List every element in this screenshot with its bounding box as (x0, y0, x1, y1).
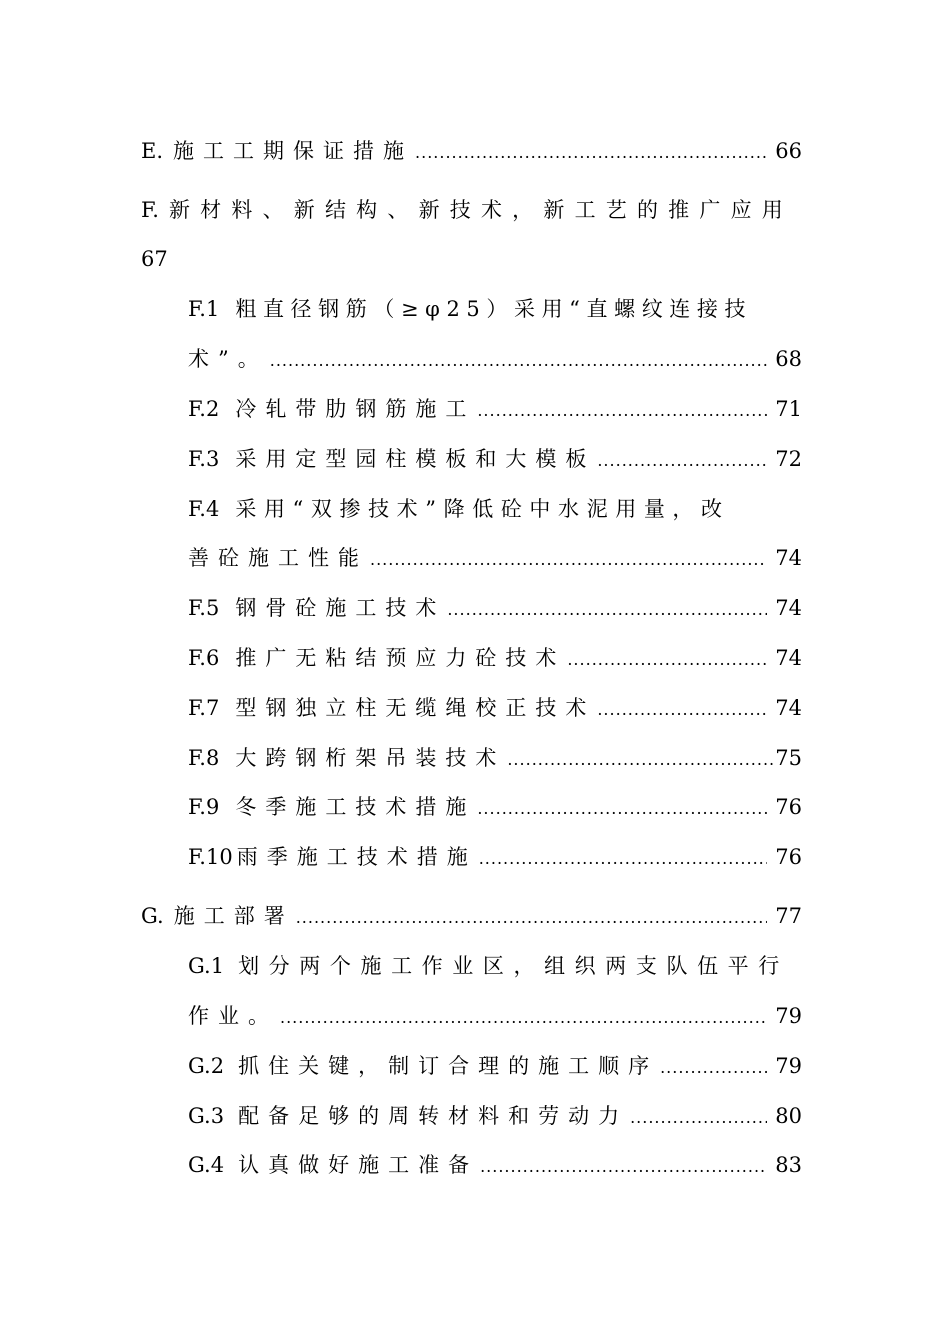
toc-dot-leader (477, 792, 767, 826)
toc-entry-e[interactable] (141, 134, 802, 168)
toc-entry-g4[interactable] (188, 1148, 802, 1182)
toc-entry-f8[interactable] (188, 741, 802, 775)
toc-entry-page: 80 (775, 1104, 802, 1128)
toc-entry-f10[interactable] (188, 840, 802, 874)
toc-entry-label: G. (141, 904, 164, 928)
toc-entry-page: 68 (775, 347, 802, 371)
toc-entry-title: 钢骨砼施工技术 (235, 596, 446, 620)
toc-entry-page: 67 (141, 247, 168, 271)
toc-dot-leader (280, 1001, 767, 1035)
toc-dot-leader (479, 842, 768, 876)
toc-dot-leader (270, 344, 768, 378)
toc-dot-leader (567, 643, 767, 677)
toc-entry-label: F.7 (188, 696, 220, 720)
toc-dot-leader (296, 901, 768, 935)
toc-entry-label: F.2 (188, 397, 220, 421)
toc-entry-page: 74 (775, 646, 802, 670)
toc-dot-leader (447, 593, 767, 627)
toc-entry-label: F.10 (188, 845, 233, 869)
toc-dot-leader (597, 693, 767, 727)
toc-entry-g3[interactable] (188, 1099, 802, 1133)
toc-entry-page: 71 (775, 397, 802, 421)
toc-entry-f1[interactable] (188, 292, 802, 326)
toc-entry-title: 施工部署 (173, 904, 294, 928)
toc-dot-leader (477, 394, 767, 428)
toc-entry-page: 74 (775, 596, 802, 620)
toc-entry-label: F.8 (188, 746, 220, 770)
toc-entry-f[interactable] (141, 193, 802, 227)
toc-entry-title: 采用“双掺技术”降低砼中水泥用量，改 (235, 497, 730, 521)
toc-entry-label: F.6 (188, 646, 220, 670)
toc-dot-leader (630, 1101, 767, 1135)
toc-dot-leader (370, 543, 767, 577)
toc-entry-f7[interactable] (188, 691, 802, 725)
toc-entry-label: F.9 (188, 795, 220, 819)
toc-entry-f9[interactable] (188, 790, 802, 824)
toc-entry-label: G.4 (188, 1153, 225, 1177)
toc-entry-g1-cont[interactable] (188, 999, 802, 1033)
toc-entry-label: E. (141, 139, 164, 163)
toc-entry-title-cont: 术”。 (188, 347, 268, 371)
toc-entry-label: F.4 (188, 497, 220, 521)
toc-entry-title: 新材料、新结构、新技术，新工艺的推广应用 (168, 198, 793, 222)
toc-entry-page: 79 (775, 1004, 802, 1028)
toc-entry-label: G.1 (188, 954, 225, 978)
toc-entry-page: 76 (775, 845, 802, 869)
toc-entry-label: F.3 (188, 447, 220, 471)
toc-entry-title-cont: 善砼施工性能 (188, 546, 368, 570)
toc-entry-f4[interactable] (188, 492, 802, 526)
toc-entry-f4-cont[interactable] (188, 541, 802, 575)
toc-entry-title: 粗直径钢筋（≥φ25）采用“直螺纹连接技 (235, 297, 753, 321)
toc-entry-page: 77 (775, 904, 802, 928)
toc-entry-title-cont: 作业。 (188, 1004, 278, 1028)
toc-entry-g[interactable] (141, 899, 802, 933)
toc-entry-f1-cont[interactable] (188, 342, 802, 376)
toc-entry-label: G.2 (188, 1054, 225, 1078)
toc-entry-title: 认真做好施工准备 (238, 1153, 479, 1177)
toc-entry-title: 大跨钢桁架吊装技术 (235, 746, 506, 770)
toc-entry-title: 冷轧带肋钢筋施工 (235, 397, 476, 421)
toc-entry-f5[interactable] (188, 591, 802, 625)
toc-entry-page: 74 (775, 546, 802, 570)
toc-entry-page: 75 (775, 746, 802, 770)
toc-entry-title: 配备足够的周转材料和劳动力 (238, 1104, 629, 1128)
toc-entry-label: F.5 (188, 596, 220, 620)
toc-entry-title: 推广无粘结预应力砼技术 (235, 646, 566, 670)
toc-entry-page: 74 (775, 696, 802, 720)
toc-dot-leader (480, 1150, 767, 1184)
toc-entry-g2[interactable] (188, 1049, 802, 1083)
toc-entry-title: 划分两个施工作业区，组织两支队伍平行 (238, 954, 789, 978)
toc-entry-f2[interactable] (188, 392, 802, 426)
toc-dot-leader (597, 444, 767, 478)
toc-entry-label: F.1 (188, 297, 220, 321)
toc-entry-g1[interactable] (188, 949, 802, 983)
toc-entry-label: F. (141, 198, 159, 222)
toc-entry-page: 83 (775, 1153, 802, 1177)
toc-entry-page: 72 (775, 447, 802, 471)
toc-dot-leader (660, 1051, 767, 1085)
toc-entry-f6[interactable] (188, 641, 802, 675)
toc-dot-leader (415, 136, 767, 170)
toc-entry-title: 采用定型园柱模板和大模板 (235, 447, 596, 471)
toc-entry-title: 冬季施工技术措施 (235, 795, 476, 819)
toc-entry-title: 型钢独立柱无缆绳校正技术 (235, 696, 596, 720)
toc-dot-leader (507, 743, 775, 777)
toc-entry-title: 抓住关键，制订合理的施工顺序 (238, 1054, 659, 1078)
toc-entry-page: 76 (775, 795, 802, 819)
toc-entry-title: 施工工期保证措施 (173, 139, 414, 163)
toc-entry-page: 79 (775, 1054, 802, 1078)
toc-entry-title: 雨季施工技术措施 (236, 845, 477, 869)
toc-entry-label: G.3 (188, 1104, 225, 1128)
toc-entry-f3[interactable] (188, 442, 802, 476)
toc-entry-page: 66 (775, 139, 802, 163)
